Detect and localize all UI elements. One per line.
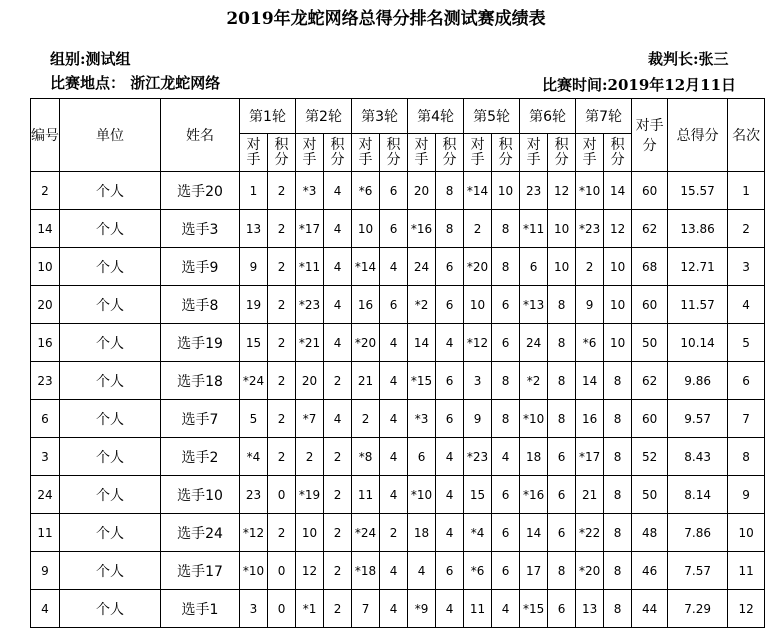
cell-id: 4 — [31, 590, 60, 628]
table-row — [31, 552, 765, 590]
cell-points: 4 — [436, 590, 464, 628]
cell-opp-score: 50 — [632, 324, 668, 362]
cell-opponent: *22 — [576, 514, 604, 552]
cell-opponent: 10 — [352, 210, 380, 248]
referee-label: 裁判长:张三 — [648, 50, 729, 68]
cell-id: 3 — [31, 438, 60, 476]
header-id: 编号 — [31, 99, 60, 172]
cell-points: 8 — [436, 172, 464, 210]
subheader-round-2-score: 积分 — [324, 134, 352, 172]
cell-opponent: *7 — [296, 400, 324, 438]
cell-total: 10.14 — [668, 324, 728, 362]
cell-opponent: *6 — [464, 552, 492, 590]
cell-points: 8 — [604, 476, 632, 514]
cell-name: 选手19 — [161, 324, 240, 362]
results-table — [30, 98, 765, 628]
cell-opponent: 1 — [240, 172, 268, 210]
cell-opponent: 16 — [576, 400, 604, 438]
cell-points: 6 — [436, 552, 464, 590]
cell-points: 6 — [548, 590, 576, 628]
cell-points: 2 — [324, 590, 352, 628]
subheader-round-3-opp: 对手 — [352, 134, 380, 172]
header-total: 总得分 — [668, 99, 728, 172]
cell-points: 2 — [268, 362, 296, 400]
cell-unit: 个人 — [60, 324, 161, 362]
cell-rank: 2 — [728, 210, 765, 248]
cell-id: 6 — [31, 400, 60, 438]
cell-points: 2 — [380, 514, 408, 552]
cell-opponent: *16 — [408, 210, 436, 248]
cell-opponent: *12 — [464, 324, 492, 362]
cell-rank: 1 — [728, 172, 765, 210]
subheader-round-6-opp: 对手 — [520, 134, 548, 172]
cell-points: 4 — [324, 324, 352, 362]
cell-total: 7.29 — [668, 590, 728, 628]
cell-opponent: *23 — [464, 438, 492, 476]
cell-opp-score: 60 — [632, 172, 668, 210]
cell-opponent: 18 — [520, 438, 548, 476]
cell-opponent: 6 — [408, 438, 436, 476]
cell-name: 选手7 — [161, 400, 240, 438]
header-round-3: 第3轮 — [352, 99, 408, 134]
cell-points: 6 — [492, 514, 520, 552]
cell-id: 24 — [31, 476, 60, 514]
cell-points: 8 — [548, 552, 576, 590]
cell-opponent: 7 — [352, 590, 380, 628]
cell-opponent: *6 — [352, 172, 380, 210]
cell-points: 4 — [436, 324, 464, 362]
cell-points: 12 — [604, 210, 632, 248]
cell-opponent: 5 — [240, 400, 268, 438]
subheader-round-2-opp: 对手 — [296, 134, 324, 172]
cell-points: 4 — [380, 362, 408, 400]
cell-points: 2 — [324, 476, 352, 514]
cell-points: 2 — [268, 438, 296, 476]
cell-opponent: *20 — [352, 324, 380, 362]
cell-opp-score: 62 — [632, 362, 668, 400]
cell-opponent: *16 — [520, 476, 548, 514]
subheader-round-7-score: 积分 — [604, 134, 632, 172]
cell-opp-score: 60 — [632, 400, 668, 438]
cell-total: 7.86 — [668, 514, 728, 552]
cell-opponent: *21 — [296, 324, 324, 362]
cell-opponent: *11 — [296, 248, 324, 286]
cell-name: 选手9 — [161, 248, 240, 286]
subheader-round-5-opp: 对手 — [464, 134, 492, 172]
cell-opponent: 2 — [464, 210, 492, 248]
cell-points: 8 — [604, 438, 632, 476]
cell-name: 选手10 — [161, 476, 240, 514]
cell-points: 6 — [548, 476, 576, 514]
cell-points: 4 — [324, 286, 352, 324]
cell-total: 8.14 — [668, 476, 728, 514]
cell-opponent: 6 — [520, 248, 548, 286]
cell-id: 20 — [31, 286, 60, 324]
cell-points: 8 — [492, 362, 520, 400]
cell-opponent: 9 — [464, 400, 492, 438]
table-row — [31, 172, 765, 210]
cell-opponent: *2 — [408, 286, 436, 324]
cell-opponent: 2 — [296, 438, 324, 476]
cell-points: 8 — [492, 248, 520, 286]
cell-points: 8 — [604, 514, 632, 552]
cell-name: 选手18 — [161, 362, 240, 400]
cell-unit: 个人 — [60, 438, 161, 476]
cell-points: 10 — [604, 248, 632, 286]
group-label: 组别:测试组 — [50, 50, 131, 68]
cell-opponent: *18 — [352, 552, 380, 590]
cell-points: 8 — [548, 286, 576, 324]
table-row — [31, 248, 765, 286]
cell-opponent: *9 — [408, 590, 436, 628]
cell-opponent: *12 — [240, 514, 268, 552]
cell-points: 2 — [268, 514, 296, 552]
cell-opponent: *24 — [352, 514, 380, 552]
cell-opponent: *20 — [464, 248, 492, 286]
cell-opponent: 11 — [464, 590, 492, 628]
cell-opp-score: 62 — [632, 210, 668, 248]
cell-unit: 个人 — [60, 400, 161, 438]
table-row — [31, 210, 765, 248]
cell-opp-score: 60 — [632, 286, 668, 324]
cell-opponent: *24 — [240, 362, 268, 400]
subheader-round-1-score: 积分 — [268, 134, 296, 172]
cell-unit: 个人 — [60, 286, 161, 324]
cell-opponent: 16 — [352, 286, 380, 324]
header-round-1: 第1轮 — [240, 99, 296, 134]
cell-id: 16 — [31, 324, 60, 362]
header-round-6: 第6轮 — [520, 99, 576, 134]
cell-opp-score: 50 — [632, 476, 668, 514]
header-round-2: 第2轮 — [296, 99, 352, 134]
header-name: 姓名 — [161, 99, 240, 172]
cell-opponent: 24 — [408, 248, 436, 286]
header-opp-score: 对手分 — [632, 99, 668, 172]
cell-opponent: 23 — [520, 172, 548, 210]
subheader-round-4-opp: 对手 — [408, 134, 436, 172]
cell-points: 6 — [380, 172, 408, 210]
cell-points: 8 — [548, 324, 576, 362]
table-row — [31, 324, 765, 362]
cell-id: 9 — [31, 552, 60, 590]
cell-opponent: *15 — [520, 590, 548, 628]
cell-points: 4 — [380, 400, 408, 438]
cell-total: 15.57 — [668, 172, 728, 210]
cell-total: 8.43 — [668, 438, 728, 476]
cell-id: 2 — [31, 172, 60, 210]
cell-opponent: *15 — [408, 362, 436, 400]
cell-opponent: 4 — [408, 552, 436, 590]
cell-points: 10 — [548, 210, 576, 248]
cell-opponent: 2 — [352, 400, 380, 438]
header-round-4: 第4轮 — [408, 99, 464, 134]
cell-points: 4 — [380, 438, 408, 476]
cell-opponent: *1 — [296, 590, 324, 628]
cell-id: 14 — [31, 210, 60, 248]
cell-points: 6 — [492, 286, 520, 324]
cell-opponent: 14 — [576, 362, 604, 400]
cell-points: 6 — [492, 324, 520, 362]
cell-unit: 个人 — [60, 476, 161, 514]
cell-name: 选手2 — [161, 438, 240, 476]
cell-opponent: 10 — [296, 514, 324, 552]
cell-opponent: *10 — [408, 476, 436, 514]
cell-opponent: 18 — [408, 514, 436, 552]
cell-points: 6 — [380, 286, 408, 324]
venue-label: 比赛地点： 浙江龙蛇网络 — [50, 74, 221, 92]
cell-points: 6 — [436, 286, 464, 324]
table-row — [31, 438, 765, 476]
subheader-round-7-opp: 对手 — [576, 134, 604, 172]
cell-points: 4 — [492, 438, 520, 476]
cell-points: 6 — [436, 362, 464, 400]
cell-opponent: *6 — [576, 324, 604, 362]
cell-opponent: *19 — [296, 476, 324, 514]
cell-points: 4 — [492, 590, 520, 628]
time-label: 比赛时间:2019年12月11日 — [542, 76, 737, 94]
cell-opponent: 2 — [576, 248, 604, 286]
table-row — [31, 362, 765, 400]
cell-points: 8 — [436, 210, 464, 248]
cell-opponent: *17 — [576, 438, 604, 476]
cell-rank: 10 — [728, 514, 765, 552]
cell-unit: 个人 — [60, 362, 161, 400]
cell-points: 8 — [604, 362, 632, 400]
cell-opponent: 13 — [576, 590, 604, 628]
cell-points: 10 — [604, 324, 632, 362]
cell-rank: 9 — [728, 476, 765, 514]
cell-opponent: *4 — [240, 438, 268, 476]
cell-opponent: *11 — [520, 210, 548, 248]
header-rank: 名次 — [728, 99, 765, 172]
cell-rank: 11 — [728, 552, 765, 590]
cell-points: 6 — [548, 438, 576, 476]
subheader-round-5-score: 积分 — [492, 134, 520, 172]
cell-points: 2 — [268, 286, 296, 324]
cell-points: 4 — [380, 552, 408, 590]
cell-opp-score: 68 — [632, 248, 668, 286]
cell-opponent: 13 — [240, 210, 268, 248]
cell-points: 4 — [380, 324, 408, 362]
cell-opponent: 19 — [240, 286, 268, 324]
page-title: 2019年龙蛇网络总得分排名测试赛成绩表 — [226, 9, 546, 29]
cell-opponent: 20 — [408, 172, 436, 210]
cell-points: 0 — [268, 476, 296, 514]
cell-points: 4 — [324, 172, 352, 210]
cell-opponent: *13 — [520, 286, 548, 324]
cell-points: 2 — [268, 324, 296, 362]
cell-id: 11 — [31, 514, 60, 552]
header-round-5: 第5轮 — [464, 99, 520, 134]
cell-points: 2 — [324, 362, 352, 400]
cell-id: 23 — [31, 362, 60, 400]
cell-points: 2 — [324, 438, 352, 476]
cell-unit: 个人 — [60, 210, 161, 248]
cell-points: 8 — [548, 362, 576, 400]
cell-points: 4 — [380, 476, 408, 514]
cell-points: 14 — [604, 172, 632, 210]
cell-opponent: 9 — [240, 248, 268, 286]
cell-points: 6 — [380, 210, 408, 248]
header-round-7: 第7轮 — [576, 99, 632, 134]
cell-rank: 4 — [728, 286, 765, 324]
cell-points: 8 — [492, 210, 520, 248]
cell-opponent: *14 — [464, 172, 492, 210]
cell-opponent: 15 — [464, 476, 492, 514]
cell-opponent: 3 — [240, 590, 268, 628]
cell-opponent: 12 — [296, 552, 324, 590]
cell-unit: 个人 — [60, 590, 161, 628]
cell-rank: 6 — [728, 362, 765, 400]
cell-points: 8 — [604, 552, 632, 590]
cell-name: 选手20 — [161, 172, 240, 210]
cell-total: 12.71 — [668, 248, 728, 286]
cell-opp-score: 48 — [632, 514, 668, 552]
cell-opponent: 11 — [352, 476, 380, 514]
table-row — [31, 400, 765, 438]
cell-opponent: *23 — [576, 210, 604, 248]
cell-points: 8 — [492, 400, 520, 438]
cell-name: 选手8 — [161, 286, 240, 324]
cell-points: 0 — [268, 552, 296, 590]
cell-rank: 3 — [728, 248, 765, 286]
cell-points: 2 — [268, 248, 296, 286]
cell-points: 4 — [324, 210, 352, 248]
cell-opponent: *8 — [352, 438, 380, 476]
cell-points: 8 — [604, 400, 632, 438]
cell-points: 2 — [324, 552, 352, 590]
cell-opponent: 15 — [240, 324, 268, 362]
cell-points: 4 — [380, 590, 408, 628]
cell-opponent: 24 — [520, 324, 548, 362]
cell-opponent: *17 — [296, 210, 324, 248]
cell-points: 6 — [548, 514, 576, 552]
cell-name: 选手24 — [161, 514, 240, 552]
cell-opp-score: 52 — [632, 438, 668, 476]
table-row — [31, 476, 765, 514]
cell-points: 0 — [268, 590, 296, 628]
cell-points: 2 — [268, 400, 296, 438]
cell-unit: 个人 — [60, 514, 161, 552]
cell-total: 9.86 — [668, 362, 728, 400]
cell-opponent: *4 — [464, 514, 492, 552]
cell-points: 6 — [492, 476, 520, 514]
cell-opponent: 14 — [408, 324, 436, 362]
subheader-round-1-opp: 对手 — [240, 134, 268, 172]
cell-points: 4 — [436, 476, 464, 514]
cell-points: 8 — [604, 590, 632, 628]
subheader-round-3-score: 积分 — [380, 134, 408, 172]
cell-opponent: 20 — [296, 362, 324, 400]
cell-rank: 12 — [728, 590, 765, 628]
cell-points: 4 — [436, 514, 464, 552]
cell-opponent: 23 — [240, 476, 268, 514]
cell-rank: 8 — [728, 438, 765, 476]
cell-opp-score: 44 — [632, 590, 668, 628]
cell-points: 2 — [324, 514, 352, 552]
cell-points: 6 — [492, 552, 520, 590]
cell-total: 13.86 — [668, 210, 728, 248]
cell-total: 7.57 — [668, 552, 728, 590]
cell-total: 11.57 — [668, 286, 728, 324]
cell-id: 10 — [31, 248, 60, 286]
cell-points: 4 — [324, 248, 352, 286]
cell-opponent: 21 — [576, 476, 604, 514]
cell-points: 12 — [548, 172, 576, 210]
cell-rank: 7 — [728, 400, 765, 438]
cell-points: 2 — [268, 172, 296, 210]
cell-opponent: *23 — [296, 286, 324, 324]
cell-points: 4 — [380, 248, 408, 286]
cell-opponent: 21 — [352, 362, 380, 400]
cell-opp-score: 46 — [632, 552, 668, 590]
cell-points: 4 — [324, 400, 352, 438]
cell-total: 9.57 — [668, 400, 728, 438]
subheader-round-4-score: 积分 — [436, 134, 464, 172]
cell-opponent: *2 — [520, 362, 548, 400]
cell-unit: 个人 — [60, 552, 161, 590]
table-row — [31, 514, 765, 552]
cell-opponent: 9 — [576, 286, 604, 324]
cell-opponent: *10 — [520, 400, 548, 438]
cell-rank: 5 — [728, 324, 765, 362]
cell-opponent: *10 — [240, 552, 268, 590]
cell-points: 10 — [548, 248, 576, 286]
cell-opponent: *14 — [352, 248, 380, 286]
cell-unit: 个人 — [60, 172, 161, 210]
cell-points: 6 — [436, 248, 464, 286]
cell-opponent: 17 — [520, 552, 548, 590]
cell-points: 10 — [492, 172, 520, 210]
cell-opponent: *10 — [576, 172, 604, 210]
subheader-round-6-score: 积分 — [548, 134, 576, 172]
table-row — [31, 286, 765, 324]
cell-points: 10 — [604, 286, 632, 324]
cell-points: 8 — [548, 400, 576, 438]
cell-points: 2 — [268, 210, 296, 248]
cell-opponent: *3 — [296, 172, 324, 210]
cell-opponent: 14 — [520, 514, 548, 552]
cell-opponent: *20 — [576, 552, 604, 590]
cell-name: 选手3 — [161, 210, 240, 248]
cell-opponent: *3 — [408, 400, 436, 438]
cell-points: 6 — [436, 400, 464, 438]
cell-opponent: 10 — [464, 286, 492, 324]
cell-unit: 个人 — [60, 248, 161, 286]
cell-points: 4 — [436, 438, 464, 476]
cell-name: 选手17 — [161, 552, 240, 590]
header-unit: 单位 — [60, 99, 161, 172]
cell-name: 选手1 — [161, 590, 240, 628]
cell-opponent: 3 — [464, 362, 492, 400]
